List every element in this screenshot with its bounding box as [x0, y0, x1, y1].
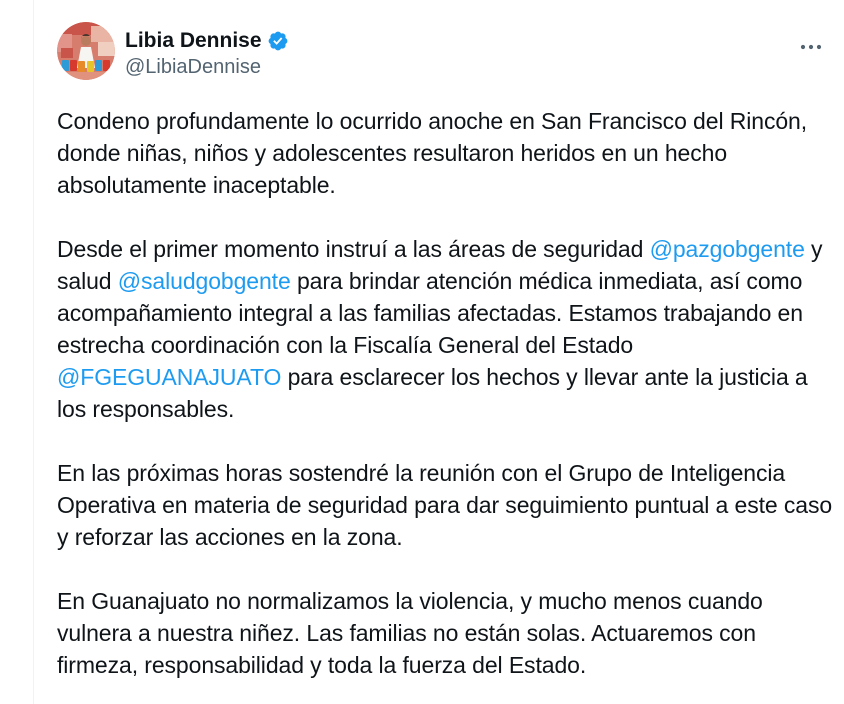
more-options-icon	[799, 35, 823, 59]
avatar-photo	[57, 22, 115, 80]
tweet-paragraph	[57, 585, 833, 681]
more-options-button[interactable]	[794, 30, 828, 64]
mention-link[interactable]: @saludgobgente	[117, 268, 291, 294]
tweet-text-segment: Desde el primer momento instruí a las áreas de seguridad	[57, 236, 650, 262]
author-name-row	[125, 28, 289, 54]
author-block	[125, 22, 289, 80]
tweet-paragraph	[57, 233, 833, 425]
avatar[interactable]	[57, 22, 115, 80]
tweet-paragraph	[57, 105, 833, 201]
tweet-header	[57, 22, 844, 80]
tweet-paragraph	[57, 457, 839, 553]
tweet-text-segment: En las próximas horas sostendré la reunión con el Grupo de Inteligencia Operativa en materia de seguridad para dar seguimiento puntual a este caso y reforzar las acciones en la zona.	[57, 460, 839, 550]
mention-link[interactable]: @FGEGUANAJUATO	[57, 364, 282, 390]
author-name[interactable]: Libia Dennise	[125, 29, 262, 52]
timeline-column	[33, 0, 844, 704]
tweet-text-segment: Condeno profundamente lo ocurrido anoche en San Francisco del Rincón, donde niñas, niños y adolescentes resultaron heridos en un hecho absolutamente inaceptable.	[57, 108, 814, 198]
tweet-text-segment: y salud	[57, 236, 829, 294]
author-handle[interactable]: @LibiaDennise	[125, 56, 261, 78]
tweet-text-segment: para esclarecer los hechos y llevar ante la justicia a los responsables.	[57, 364, 814, 422]
tweet-text-segment: En Guanajuato no normalizamos la violencia, y mucho menos cuando vulnera a nuestra niñez. Las familias no están solas. Actuaremos con firmeza, responsabilidad y toda la fuerza del Estado.	[57, 588, 770, 678]
tweet-body	[57, 105, 839, 681]
verified-badge-icon	[267, 30, 289, 52]
tweet-text-segment: para brindar atención médica inmediata, así como acompañamiento integral a las familias afectadas. Estamos trabajando en estrecha coordinación con la Fiscalía General del Estado	[57, 268, 810, 358]
mention-link[interactable]: @pazgobgente	[649, 236, 805, 262]
